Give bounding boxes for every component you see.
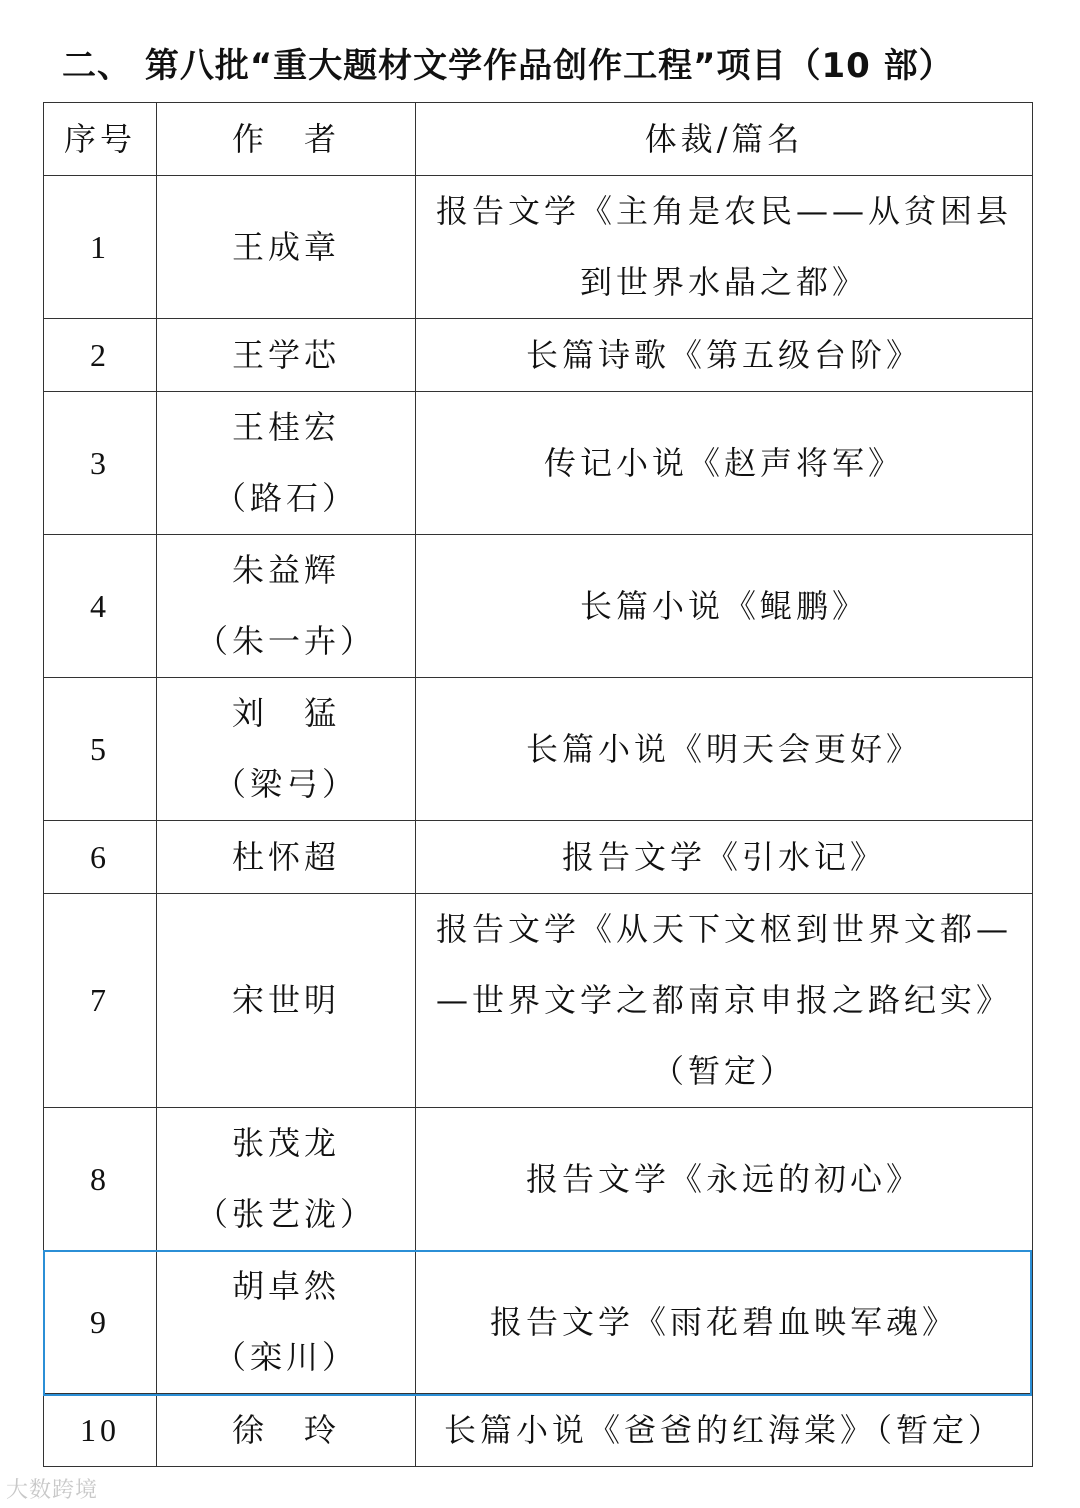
- author-pen-name: （路石）: [213, 479, 358, 517]
- author-name: 宋世明: [231, 981, 340, 1019]
- row-number: 9: [44, 1251, 157, 1394]
- author-cell: [157, 319, 416, 392]
- table-header-row: [44, 103, 1033, 176]
- row-number: 10: [44, 1394, 157, 1467]
- author-pen-name: （栾川）: [213, 1338, 358, 1376]
- table-row-highlighted: [44, 1251, 1033, 1394]
- author-cell: [157, 678, 416, 821]
- author-cell: [157, 176, 416, 319]
- watermark: 大数跨境: [6, 1478, 99, 1503]
- author-pen-name: （张艺泷）: [195, 1195, 376, 1233]
- row-number: 2: [44, 319, 157, 392]
- table-row: [44, 821, 1033, 894]
- author-name: 徐 玲: [231, 1410, 340, 1449]
- table-row: [44, 535, 1033, 678]
- author-name: 王成章: [231, 227, 340, 266]
- author-cell: [157, 1108, 416, 1251]
- title-line: 报告文学《永远的初心》: [525, 1159, 922, 1198]
- author-pen-name: （梁弓）: [213, 765, 358, 803]
- title-cell: [416, 535, 1033, 678]
- title-cell: [416, 176, 1033, 319]
- table-row: [44, 176, 1033, 319]
- title-line: 长篇小说《鲲鹏》: [579, 586, 868, 625]
- row-number: 6: [44, 821, 157, 894]
- row-number: 4: [44, 535, 157, 678]
- title-line: 报告文学《雨花碧血映军魂》: [489, 1302, 958, 1341]
- row-number: 7: [44, 894, 157, 1108]
- author-pen-name: （朱一卉）: [195, 622, 376, 660]
- title-cell: [416, 894, 1033, 1108]
- header-author: 作 者: [157, 103, 416, 176]
- title-cell: [416, 1394, 1033, 1467]
- title-line: 长篇小说《明天会更好》: [525, 729, 922, 768]
- title-line: —世界文学之都南京申报之路纪实》: [435, 981, 1012, 1019]
- author-name: 张茂龙: [231, 1124, 340, 1162]
- author-name: 王学芯: [231, 335, 340, 374]
- title-line: 报告文学《从天下文枢到世界文都—: [435, 910, 1012, 948]
- title-cell: [416, 1108, 1033, 1251]
- row-number: 1: [44, 176, 157, 319]
- table-row: [44, 894, 1033, 1108]
- row-number: 8: [44, 1108, 157, 1251]
- title-cell: [416, 678, 1033, 821]
- section-heading: 二、 第八批“重大题材文学作品创作工程”项目（10 部）: [62, 46, 954, 86]
- title-cell: [416, 1251, 1033, 1394]
- table-row: [44, 319, 1033, 392]
- author-name: 王桂宏: [231, 408, 340, 446]
- author-cell: [157, 1251, 416, 1394]
- title-cell: [416, 392, 1033, 535]
- works-table: [43, 102, 1033, 1467]
- header-number: 序号: [44, 103, 157, 176]
- row-number: 5: [44, 678, 157, 821]
- table-row: [44, 1108, 1033, 1251]
- title-line: （暂定）: [651, 1052, 796, 1090]
- title-line: 长篇小说《爸爸的红海棠》（暂定）: [443, 1410, 1004, 1449]
- author-name: 胡卓然: [231, 1267, 340, 1305]
- row-number: 3: [44, 392, 157, 535]
- title-cell: [416, 821, 1033, 894]
- header-title: 体裁/篇名: [416, 103, 1033, 176]
- author-cell: [157, 1394, 416, 1467]
- table-row: [44, 678, 1033, 821]
- title-line: 报告文学《引水记》: [561, 837, 886, 876]
- author-name: 刘 猛: [231, 694, 340, 732]
- title-cell: [416, 319, 1033, 392]
- table-row: [44, 392, 1033, 535]
- author-cell: [157, 821, 416, 894]
- title-line: 报告文学《主角是农民——从贫困县: [435, 192, 1012, 230]
- author-cell: [157, 894, 416, 1108]
- title-line: 传记小说《赵声将军》: [543, 443, 904, 482]
- title-line: 长篇诗歌《第五级台阶》: [525, 335, 922, 374]
- author-name: 杜怀超: [231, 837, 340, 876]
- author-cell: [157, 535, 416, 678]
- author-cell: [157, 392, 416, 535]
- table-row: [44, 1394, 1033, 1467]
- author-name: 朱益辉: [231, 551, 340, 589]
- title-line: 到世界水晶之都》: [579, 263, 868, 301]
